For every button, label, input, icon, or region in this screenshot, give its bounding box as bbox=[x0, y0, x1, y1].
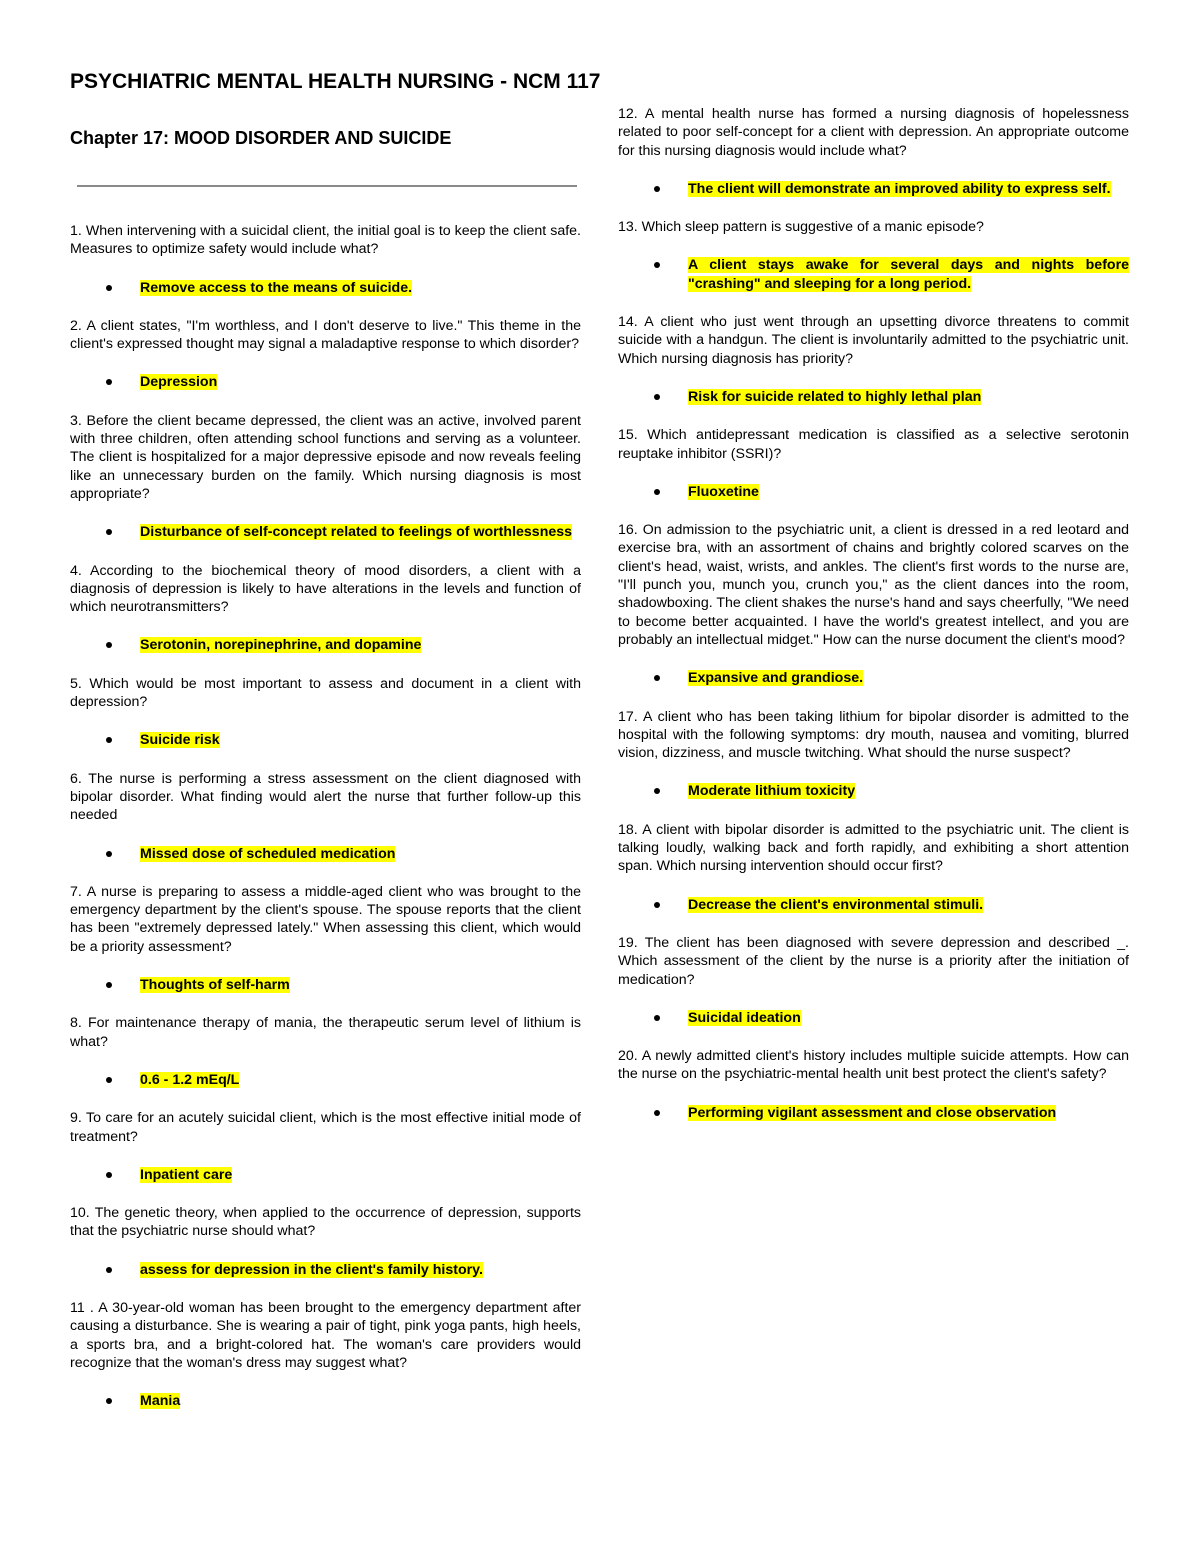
answer-item bbox=[70, 731, 581, 749]
right-column bbox=[618, 105, 1129, 1142]
document-title: PSYCHIATRIC MENTAL HEALTH NURSING - NCM 117 bbox=[70, 70, 601, 93]
highlighted-answer: Fluoxetine bbox=[688, 483, 759, 500]
highlighted-answer: A client stays awake for several days and nights before "crashing" and sleeping for a long period. bbox=[688, 257, 1129, 292]
answer-item bbox=[70, 1166, 581, 1184]
answer-text-wrap bbox=[140, 373, 581, 391]
bullet-icon bbox=[618, 256, 688, 274]
answer-item bbox=[70, 636, 581, 654]
bullet-icon bbox=[618, 180, 688, 198]
question-text: 10. The genetic theory, when applied to the occurrence of depression, supports that the psychiatric nurse should what? bbox=[70, 1205, 581, 1240]
bullet-icon bbox=[70, 373, 140, 391]
highlighted-answer: Depression bbox=[140, 374, 218, 391]
bullet-icon bbox=[618, 782, 688, 800]
bullet-icon bbox=[618, 896, 688, 914]
answer-text-wrap bbox=[688, 669, 1129, 687]
highlighted-answer: Suicide risk bbox=[140, 732, 220, 749]
answer-text-wrap bbox=[140, 845, 581, 863]
answer-text-wrap bbox=[140, 1071, 581, 1089]
question-text: 15. Which antidepressant medication is classified as a selective serotonin reuptake inhibitor (SSRI)? bbox=[618, 427, 1129, 462]
bullet-icon bbox=[70, 731, 140, 749]
highlighted-answer: Decrease the client's environmental stimuli. bbox=[688, 896, 984, 913]
highlighted-answer: Mania bbox=[140, 1393, 181, 1410]
question-text: 6. The nurse is performing a stress assessment on the client diagnosed with bipolar disorder. What finding would alert the nurse that further follow-up this needed bbox=[70, 770, 581, 824]
answer-text-wrap bbox=[688, 180, 1129, 198]
answer-text-wrap bbox=[688, 483, 1129, 501]
answer-text-wrap bbox=[688, 256, 1129, 293]
question-text: 8. For maintenance therapy of mania, the therapeutic serum level of lithium is what? bbox=[70, 1015, 581, 1050]
question-text: 2. A client states, "I'm worthless, and I don't deserve to live." This theme in the client's expressed thought may signal a maladaptive response to which disorder? bbox=[70, 317, 581, 353]
answer-text-wrap bbox=[688, 782, 1129, 800]
question-text: 13. Which sleep pattern is suggestive of a manic episode? bbox=[618, 219, 984, 236]
bullet-icon bbox=[618, 669, 688, 687]
highlighted-answer: The client will demonstrate an improved ability to express self. bbox=[688, 180, 1111, 197]
answer-item bbox=[70, 845, 581, 863]
question-text: 3. Before the client became depressed, the client was an active, involved parent with three children, often attending school functions and serving as a volunteer. The client is hospitalized for a major depressive episode and now reveals feeling like an unnecessary burden on the family. Which nursing diagnosis is most appropriate? bbox=[70, 412, 581, 502]
question-text: 18. A client with bipolar disorder is admitted to the psychiatric unit. The client is talking loudly, walking back and forth rapidly, and exhibiting a short attention span. Which nursing intervention should occur first? bbox=[618, 821, 1129, 875]
answer-text-wrap bbox=[140, 976, 581, 994]
question-text: 19. The client has been diagnosed with severe depression and described _. Which assessment of the client by the nurse is a priority after the initiation of medication? bbox=[618, 934, 1129, 988]
answer-text-wrap bbox=[140, 731, 581, 749]
answer-text-wrap bbox=[688, 1009, 1129, 1027]
bullet-icon bbox=[618, 388, 688, 406]
answer-item bbox=[618, 1009, 1129, 1027]
bullet-icon bbox=[70, 1071, 140, 1089]
answer-item bbox=[70, 279, 581, 297]
question-text: 12. A mental health nurse has formed a nursing diagnosis of hopelessness related to poor self-concept for a client with depression. An appropriate outcome for this nursing diagnosis would include what? bbox=[618, 106, 1129, 159]
answer-text-wrap bbox=[140, 1392, 581, 1410]
bullet-icon bbox=[70, 636, 140, 654]
bullet-icon bbox=[70, 1261, 140, 1279]
answer-item bbox=[618, 388, 1129, 406]
highlighted-answer: Suicidal ideation bbox=[688, 1009, 801, 1026]
bullet-icon bbox=[70, 845, 140, 863]
highlighted-answer: assess for depression in the client's family history. bbox=[140, 1261, 483, 1278]
answer-text-wrap bbox=[140, 1166, 581, 1184]
bullet-icon bbox=[618, 1104, 688, 1122]
bullet-icon bbox=[70, 1392, 140, 1410]
answer-text-wrap bbox=[140, 279, 581, 297]
highlighted-answer: Inpatient care bbox=[140, 1166, 233, 1183]
answer-text-wrap bbox=[140, 1261, 581, 1279]
question-text: 14. A client who just went through an upsetting divorce threatens to commit suicide with a handgun. The client is involuntarily admitted to the psychiatric unit. Which nursing diagnosis has priority? bbox=[618, 314, 1129, 367]
bullet-icon bbox=[70, 523, 140, 541]
question-text: 20. A newly admitted client's history includes multiple suicide attempts. How can the nurse on the psychiatric-mental health unit best protect the client's safety? bbox=[618, 1048, 1129, 1083]
answer-item bbox=[70, 373, 581, 391]
bullet-icon bbox=[618, 1009, 688, 1027]
highlighted-answer: Serotonin, norepinephrine, and dopamine bbox=[140, 637, 422, 654]
bullet-icon bbox=[70, 1166, 140, 1184]
highlighted-answer: Missed dose of scheduled medication bbox=[140, 845, 396, 862]
question-text: 4. According to the biochemical theory of mood disorders, a client with a diagnosis of depression is likely to have alterations in the levels and function of which neurotransmitters? bbox=[70, 562, 581, 616]
question-text: 5. Which would be most important to assess and document in a client with depression? bbox=[70, 675, 581, 711]
left-column bbox=[70, 222, 581, 1430]
answer-item bbox=[618, 256, 1129, 293]
answer-text-wrap bbox=[688, 388, 1129, 406]
answer-text-wrap bbox=[688, 896, 1129, 914]
answer-item bbox=[618, 483, 1129, 501]
highlighted-answer: Remove access to the means of suicide. bbox=[140, 279, 413, 296]
answer-item bbox=[618, 782, 1129, 800]
highlighted-answer: Expansive and grandiose. bbox=[688, 670, 864, 687]
answer-item bbox=[618, 1104, 1129, 1122]
answer-item bbox=[70, 976, 581, 994]
answer-item bbox=[70, 1261, 581, 1279]
answer-item bbox=[70, 523, 581, 541]
answer-text-wrap bbox=[688, 1104, 1129, 1122]
question-text: 11 . A 30-year-old woman has been brought to the emergency department after causing a disturbance. She is wearing a pair of tight, pink yoga pants, high heels, a sports bra, and a bright-colored hat. The woman's care providers would recognize that the woman's dress may suggest what? bbox=[70, 1299, 581, 1371]
answer-item bbox=[618, 896, 1129, 914]
answer-item bbox=[70, 1071, 581, 1089]
highlighted-answer: Thoughts of self-harm bbox=[140, 977, 290, 994]
question-text: 1. When intervening with a suicidal client, the initial goal is to keep the client safe. Measures to optimize safety would include what? bbox=[70, 223, 581, 258]
horizontal-divider bbox=[77, 185, 577, 187]
answer-text-wrap bbox=[140, 523, 581, 541]
question-text: 7. A nurse is preparing to assess a middle-aged client who was brought to the emergency department by the client's spouse. The spouse reports that the client has been "extremely depressed lately." When assessing this client, which would be a priority assessment? bbox=[70, 883, 581, 955]
bullet-icon bbox=[70, 279, 140, 297]
chapter-title: Chapter 17: MOOD DISORDER AND SUICIDE bbox=[70, 128, 452, 148]
highlighted-answer: Moderate lithium toxicity bbox=[688, 783, 856, 800]
bullet-icon bbox=[618, 483, 688, 501]
bullet-icon bbox=[70, 976, 140, 994]
highlighted-answer: Disturbance of self-concept related to feelings of worthlessness bbox=[140, 524, 573, 541]
answer-item bbox=[618, 669, 1129, 687]
highlighted-answer: Risk for suicide related to highly lethal plan bbox=[688, 388, 982, 405]
question-text: 9. To care for an acutely suicidal client, which is the most effective initial mode of treatment? bbox=[70, 1110, 581, 1145]
answer-item bbox=[70, 1392, 581, 1410]
answer-item bbox=[618, 180, 1129, 198]
highlighted-answer: Performing vigilant assessment and close observation bbox=[688, 1104, 1057, 1121]
question-text: 16. On admission to the psychiatric unit, a client is dressed in a red leotard and exercise bra, with an assortment of chains and brightly colored scarves on the client's head, waist, wrists, and ankles. The client's first words to the nurse are, "I'll punch you, munch you, crunch you," as the client dances into the room, shadowboxing. The client shakes the nurse's hand and says cheerfully, "We need to become better acquainted. I have the world's greatest intellect, and you are probably an intellectual midget." How can the nurse document the client's mood? bbox=[618, 522, 1129, 648]
question-text: 17. A client who has been taking lithium for bipolar disorder is admitted to the hospital with the following symptoms: dry mouth, nausea and vomiting, blurred vision, dizziness, and muscle twitching. What should the nurse suspect? bbox=[618, 708, 1129, 762]
highlighted-answer: 0.6 - 1.2 mEq/L bbox=[140, 1071, 240, 1088]
answer-text-wrap bbox=[140, 636, 581, 654]
